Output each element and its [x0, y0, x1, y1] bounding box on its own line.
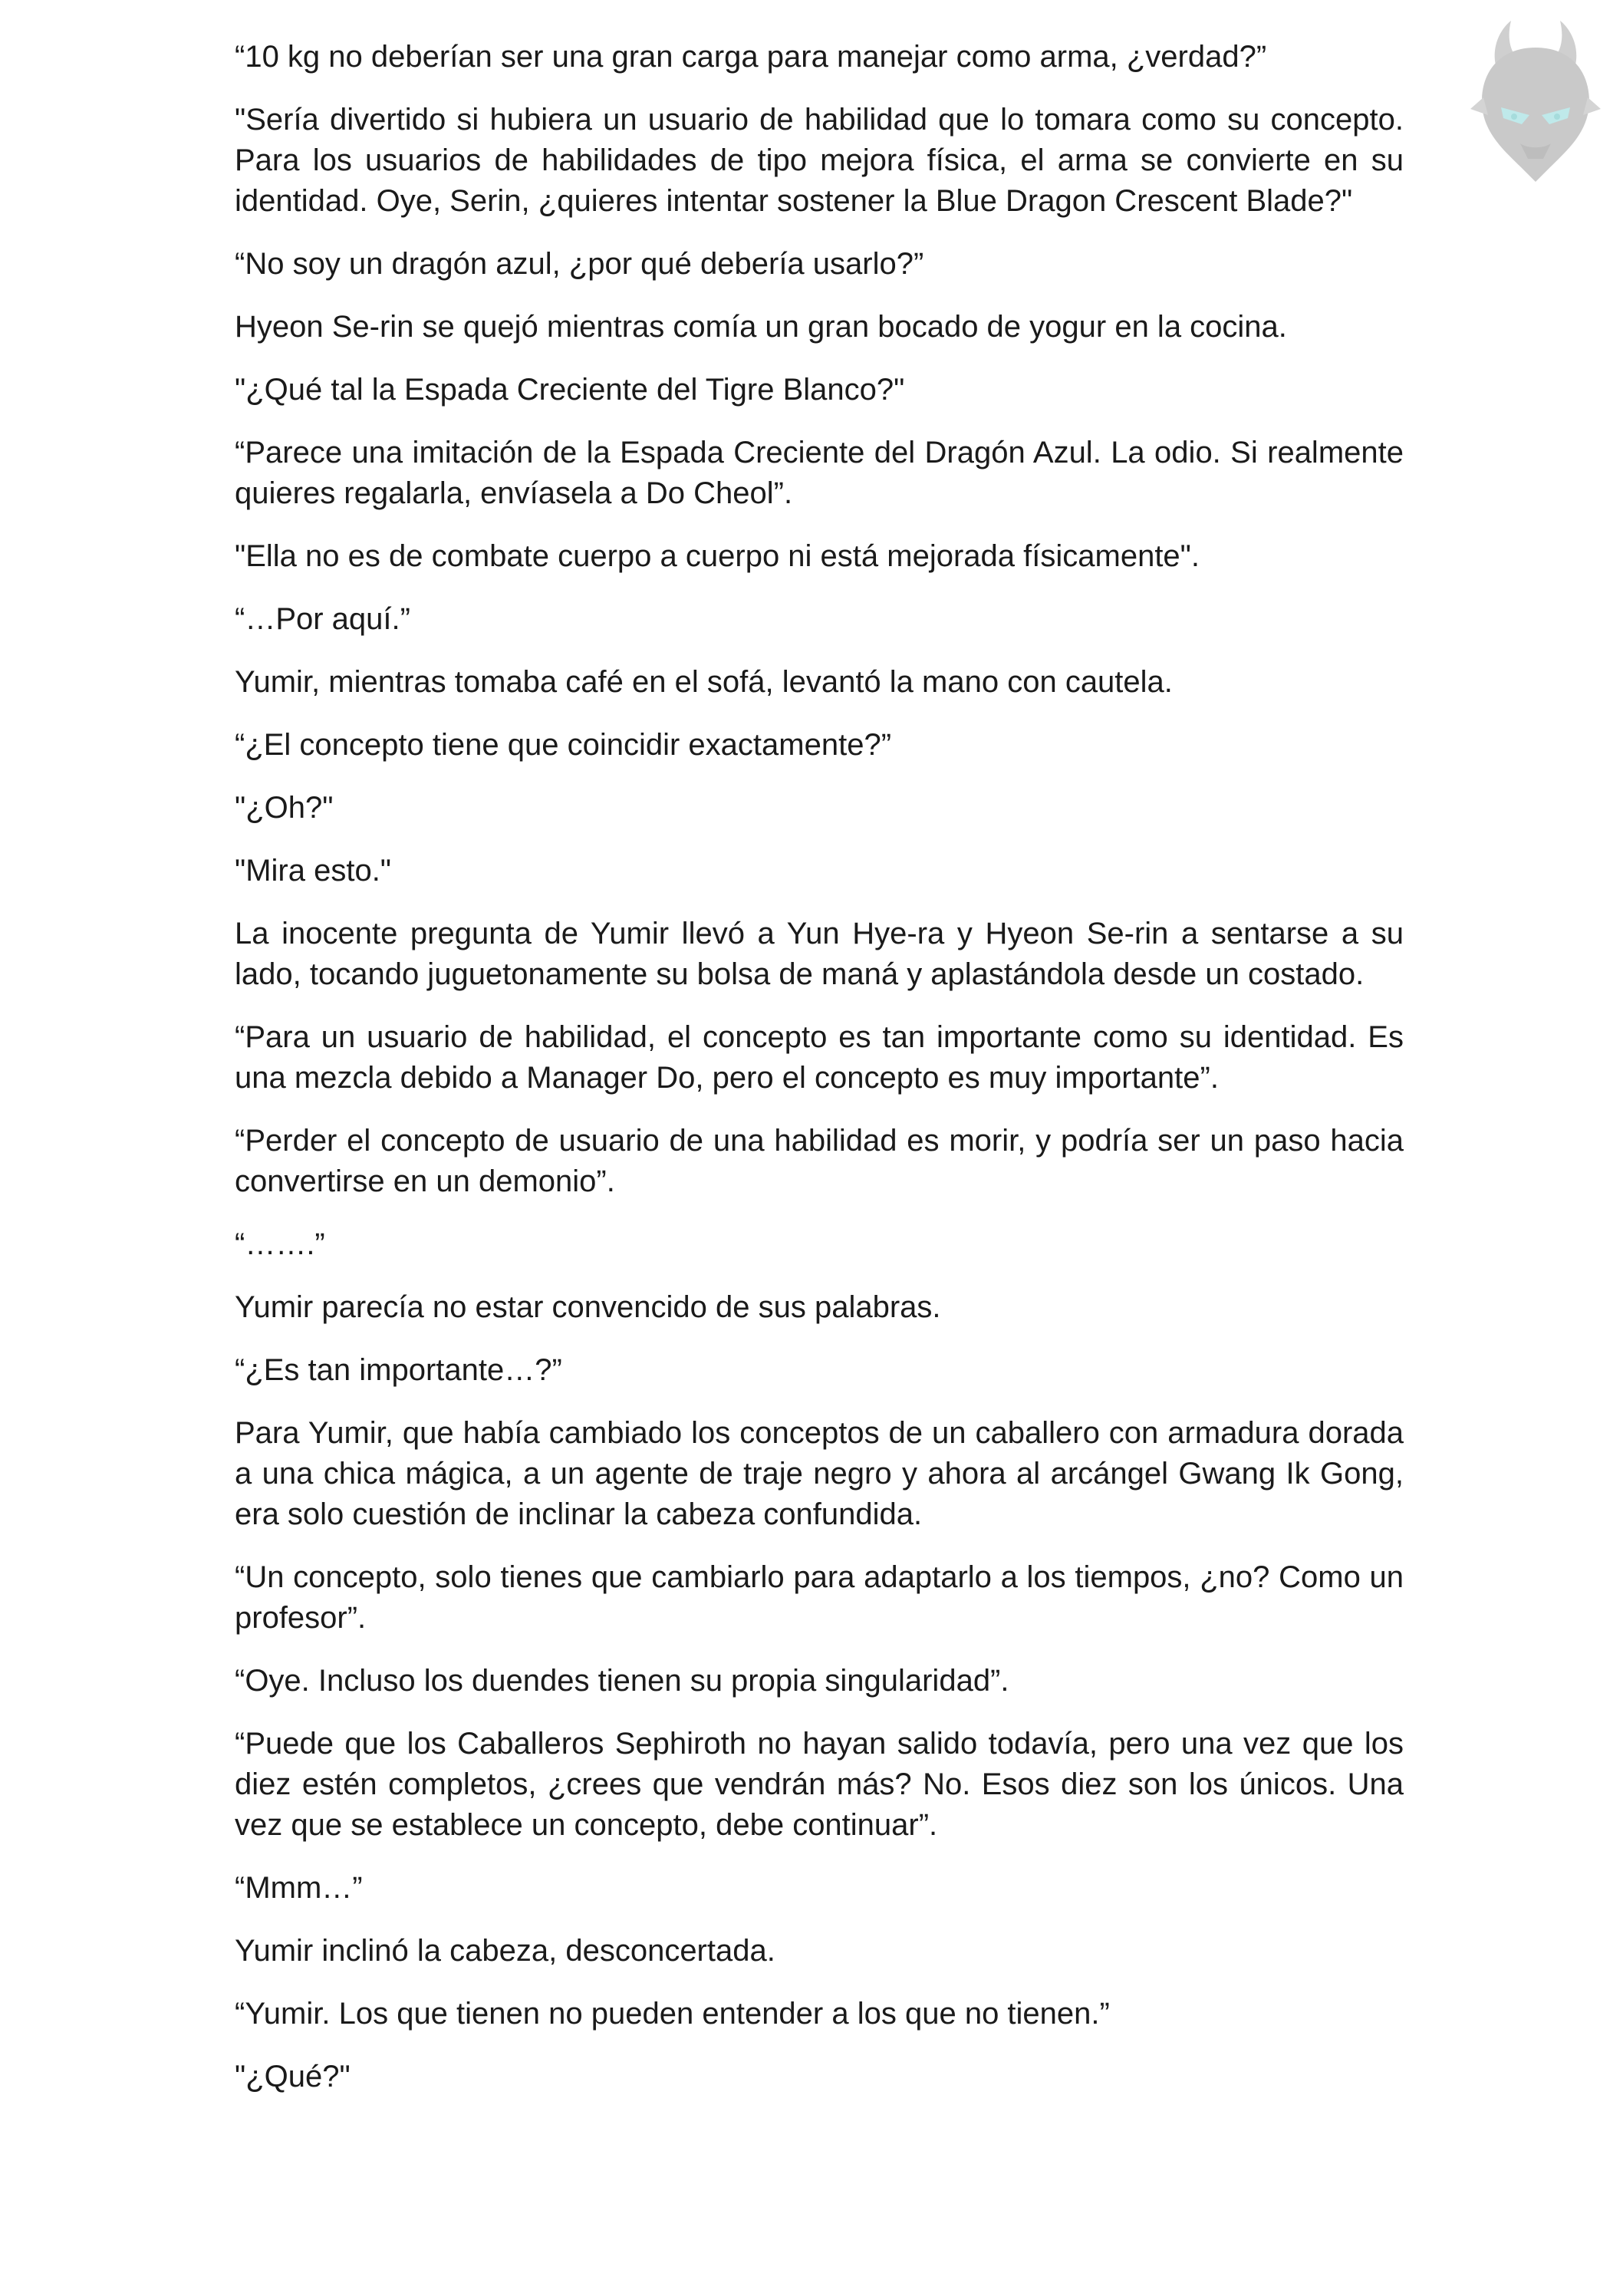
paragraph: "¿Oh?": [235, 791, 334, 825]
paragraph: “Mmm…”: [235, 1871, 363, 1905]
paragraph: “¿Es tan importante…?”: [235, 1353, 562, 1387]
body-text: [235, 37, 1404, 2120]
paragraph: "Ella no es de combate cuerpo a cuerpo ni está mejorada físicamente".: [235, 539, 1200, 573]
paragraph: “¿El concepto tiene que coincidir exactamente?”: [235, 728, 892, 762]
paragraph: “Puede que los Caballeros Sephiroth no hayan salido todavía, pero una vez que los diez estén completos, ¿crees que vendrán más? No. Esos diez son los únicos. Una vez que se establece un concepto, debe continuar”.: [235, 1727, 1404, 1842]
paragraph: “10 kg no deberían ser una gran carga para manejar como arma, ¿verdad?”: [235, 40, 1267, 74]
paragraph: Yumir, mientras tomaba café en el sofá, levantó la mano con cautela.: [235, 665, 1173, 699]
demon-head-logo-icon: [1467, 17, 1605, 186]
paragraph: La inocente pregunta de Yumir llevó a Yun Hye-ra y Hyeon Se-rin a sentarse a su lado, tocando juguetonamente su bolsa de maná y aplastándola desde un costado.: [235, 917, 1404, 991]
paragraph: Para Yumir, que había cambiado los conceptos de un caballero con armadura dorada a una chica mágica, a un agente de traje negro y ahora al arcángel Gwang Ik Gong, era solo cuestión de inclinar la cabeza confundida.: [235, 1416, 1404, 1531]
paragraph: "Mira esto.": [235, 854, 392, 888]
paragraph: “Parece una imitación de la Espada Creciente del Dragón Azul. La odio. Si realmente quieres regalarla, envíasela a Do Cheol”.: [235, 436, 1404, 510]
paragraph: “Un concepto, solo tienes que cambiarlo para adaptarlo a los tiempos, ¿no? Como un profesor”.: [235, 1560, 1404, 1635]
paragraph: “Oye. Incluso los duendes tienen su propia singularidad”.: [235, 1664, 1009, 1698]
paragraph: “…Por aquí.”: [235, 602, 410, 636]
paragraph: "Sería divertido si hubiera un usuario de habilidad que lo tomara como su concepto. Para los usuarios de habilidades de tipo mejora física, el arma se convierte en su identidad. Oye, Serin, ¿quieres intentar sostener la Blue Dragon Crescent Blade?": [235, 103, 1404, 218]
paragraph: “Perder el concepto de usuario de una habilidad es morir, y podría ser un paso hacia convertirse en un demonio”.: [235, 1124, 1404, 1198]
paragraph: “No soy un dragón azul, ¿por qué debería usarlo?”: [235, 247, 924, 281]
paragraph: “Para un usuario de habilidad, el concepto es tan importante como su identidad. Es una mezcla debido a Manager Do, pero el concepto es muy importante”.: [235, 1020, 1404, 1095]
paragraph: Hyeon Se-rin se quejó mientras comía un gran bocado de yogur en la cocina.: [235, 310, 1287, 344]
paragraph: "¿Qué?": [235, 2060, 351, 2093]
paragraph: Yumir parecía no estar convencido de sus palabras.: [235, 1290, 941, 1324]
paragraph: "¿Qué tal la Espada Creciente del Tigre Blanco?": [235, 373, 905, 407]
paragraph: “…….”: [235, 1227, 325, 1261]
paragraph: Yumir inclinó la cabeza, desconcertada.: [235, 1934, 775, 1968]
paragraph: “Yumir. Los que tienen no pueden entender a los que no tienen.”: [235, 1997, 1110, 2031]
